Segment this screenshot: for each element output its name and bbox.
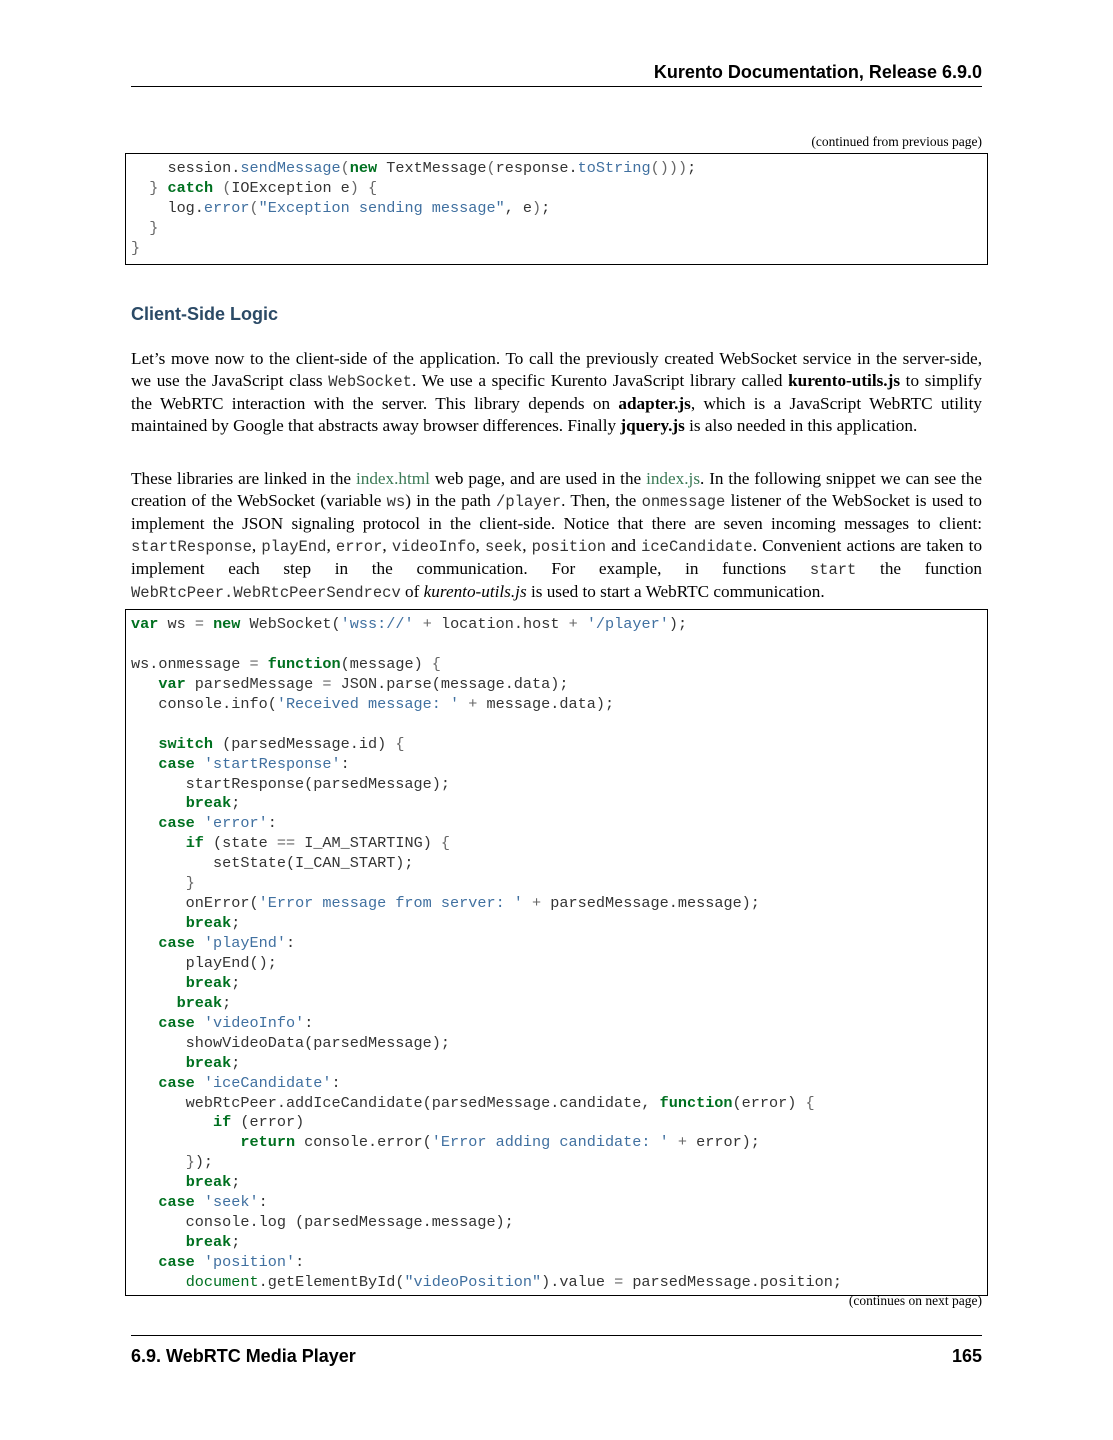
code-line: } catch (IOException e) { (149, 178, 378, 197)
inline-code: videoInfo (391, 538, 476, 556)
code-line: case 'position': (158, 1253, 305, 1271)
code-listing (131, 159, 987, 259)
code-line: break; (185, 794, 241, 813)
code-line: var parsedMessage = JSON.parse(message.data); (158, 674, 569, 693)
code-line: case 'iceCandidate': (158, 1073, 341, 1092)
inline-code: position (531, 538, 607, 556)
running-header-title: Kurento Documentation, Release 6.9.0 (653, 62, 982, 82)
code-line: if (error) (213, 1113, 305, 1132)
code-line: playEnd(); (131, 953, 277, 972)
code-line: document.getElementById("videoPosition").value = parsedMessage.position; (185, 1272, 842, 1291)
code-line: session.sendMessage(new TextMessage(response.toString())); (131, 159, 697, 177)
code-line: console.log (parsedMessage.message); (131, 1213, 514, 1232)
code-line: }); (185, 1153, 214, 1172)
code-line: case 'videoInfo': (158, 1013, 314, 1032)
code-line: } (185, 874, 195, 893)
code-line (131, 635, 987, 655)
bold-term: kurento-utils.js (788, 371, 901, 390)
code-line: showVideoData(parsedMessage); (131, 1033, 450, 1052)
code-listing (131, 615, 987, 1293)
inline-code: ws (386, 493, 406, 511)
code-line: if (state == I_AM_STARTING) { (185, 834, 451, 853)
inline-code: WebRtcPeer.WebRtcPeerSendrecv (131, 584, 401, 602)
code-line: case 'error': (158, 814, 277, 833)
inline-code: onmessage (641, 493, 726, 511)
inline-code: WebSocket (328, 373, 412, 391)
code-line: case 'playEnd': (158, 934, 296, 952)
code-line: break; (185, 1053, 241, 1072)
continued-from-label: (continued from previous page) (811, 134, 982, 149)
link-index-html[interactable]: index.html (355, 469, 430, 488)
inline-code: seek (484, 538, 523, 556)
code-line: startResponse(parsedMessage); (131, 774, 450, 793)
inline-code: playEnd (261, 538, 327, 556)
bold-term: adapter.js (618, 394, 691, 413)
code-line: } (149, 218, 159, 237)
code-line: break; (185, 1173, 241, 1192)
code-line: onError('Error message from server: ' + parsedMessage.message); (131, 894, 760, 913)
code-line: webRtcPeer.addIceCandidate(parsedMessage.candidate, function(error) { (131, 1093, 815, 1112)
paragraph-client-intro: Let’s move now to the client-side of the application. To call the previously created WebSocket service in the server-side, we use the JavaScript class WebSocket. We use a specific Kurento JavaScript library called kurento-utils.js to simplify the WebRTC interaction with the server. This library depends on adapter.js, which is a JavaScript WebRTC utility maintained by Google that abstracts away browser differences. Finally jquery.js is also needed in this application. (131, 349, 982, 435)
code-line: break; (185, 914, 241, 933)
continues-on-label: (continues on next page) (848, 1293, 982, 1308)
inline-code: startResponse (131, 538, 252, 556)
code-line: return console.error('Error adding candidate: ' + error); (240, 1133, 760, 1152)
code-line: break; (185, 1233, 241, 1252)
inline-code: error (335, 538, 383, 556)
header-rule (131, 86, 982, 87)
code-line (131, 715, 987, 735)
inline-code: start (809, 561, 857, 579)
footer-rule (131, 1335, 982, 1336)
code-line: ws.onmessage = function(message) { (131, 654, 441, 673)
code-line: setState(I_CAN_START); (131, 854, 414, 873)
code-line: switch (parsedMessage.id) { (158, 734, 405, 753)
bold-term: jquery.js (620, 416, 685, 435)
code-block-client-onmessage (125, 609, 988, 1296)
code-line: break; (185, 973, 241, 992)
paragraph-libraries: These libraries are linked in the index.html web page, and are used in the index.js. In the following snippet we can see the creation of the WebSocket (variable ws) in the path /player. Then, the onmessage listener of the WebSocket is used to implement the JSON signaling protocol in the client-side. Notice that there are seven incoming messages to client: startResponse, playEnd, error, videoInfo, seek, position and iceCandidate. Convenient actions are taken to implement each step in the communication. For example, in functions start the function WebRtcPeer.WebRtcPeerSendrecv of kurento-utils.js is used to start a WebRTC communication. (131, 469, 983, 602)
footer-section-title: 6.9. WebRTC Media Player (131, 1346, 356, 1366)
code-line: console.info('Received message: ' + message.data); (131, 694, 615, 713)
inline-code: /player (496, 493, 562, 511)
code-line: } (131, 238, 141, 257)
code-line: var ws = new WebSocket('wss://' + location.host + '/player'); (131, 615, 688, 633)
section-title: Client-Side Logic (131, 304, 279, 324)
link-index-js[interactable]: index.js (646, 469, 701, 488)
code-line: case 'startResponse': (158, 754, 350, 773)
footer-page-number: 165 (951, 1346, 982, 1366)
inline-code: iceCandidate (641, 538, 753, 556)
code-line: case 'seek': (158, 1193, 268, 1212)
code-line: break; (176, 993, 232, 1012)
italic-term: kurento-utils.js (423, 582, 527, 601)
code-block-server-end (125, 153, 988, 265)
code-line: log.error("Exception sending message", e); (131, 198, 551, 217)
